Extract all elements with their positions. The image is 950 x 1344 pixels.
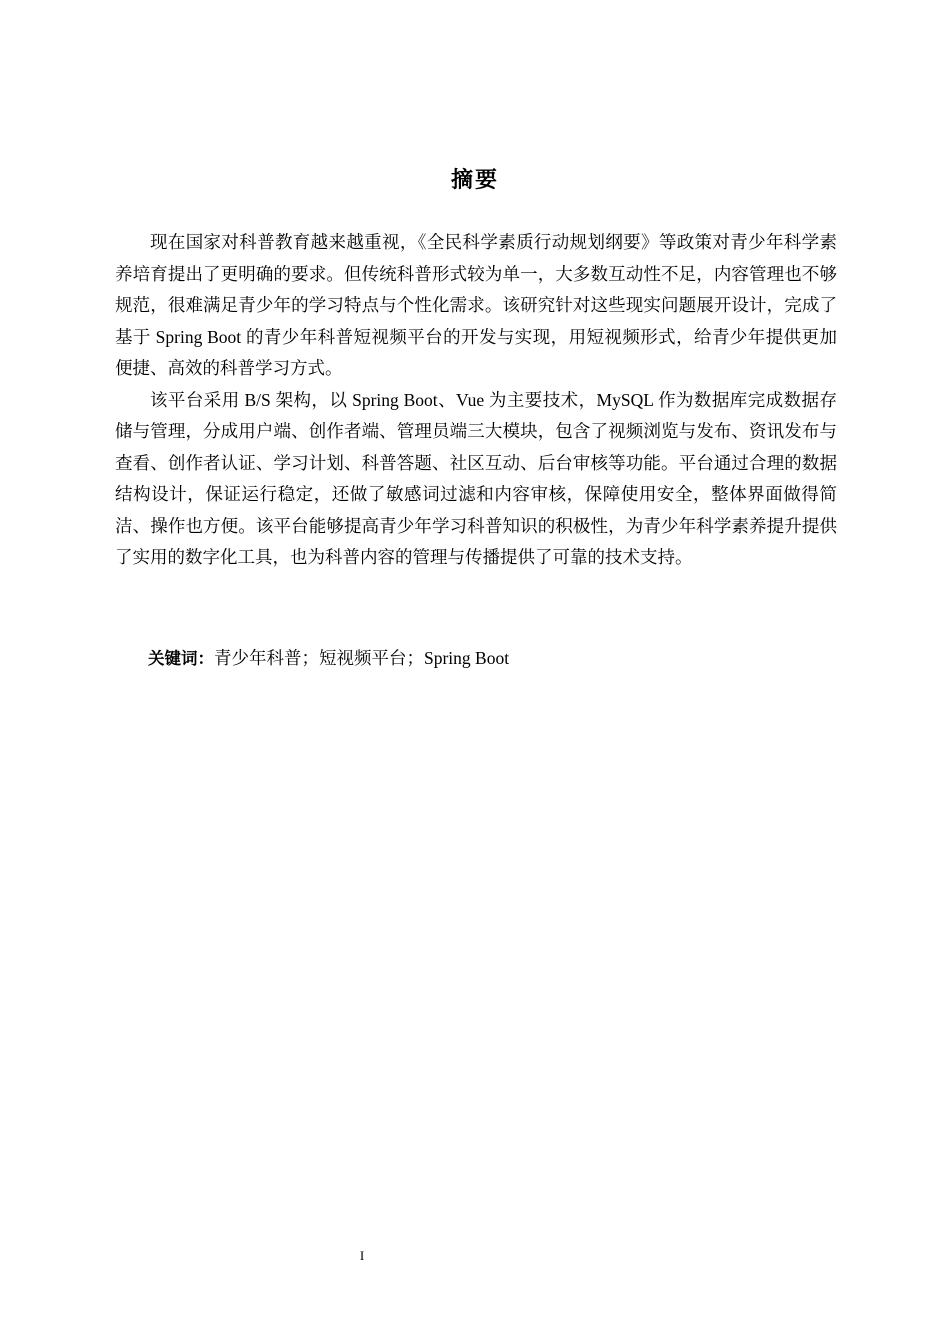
keywords-value: 青少年科普；短视频平台；Spring Boot	[214, 648, 510, 668]
keywords-line	[148, 643, 838, 675]
abstract-body	[115, 227, 837, 574]
abstract-title: 摘要	[450, 168, 499, 193]
abstract-paragraph-2: 该平台采用 B/S 架构，以 Spring Boot、Vue 为主要技术，MySQL 作为数据库完成数据存储与管理，分成用户端、创作者端、管理员端三大模块，包含了视频浏览与发布、资讯发布与查看、创作者认证、学习计划、科普答题、社区互动、后台审核等功能。平台通过合理的数据结构设计，保证运行稳定，还做了敏感词过滤和内容审核，保障使用安全，整体界面做得简洁、操作也方便。该平台能够提高青少年学习科普知识的积极性，为青少年科学素养提升提供了实用的数字化工具，也为科普内容的管理与传播提供了可靠的技术支持。	[115, 389, 837, 567]
keywords-label: 关键词：	[148, 649, 214, 668]
page-number: I	[359, 1248, 365, 1263]
abstract-paragraph-1: 现在国家对科普教育越来越重视，《全民科学素质行动规划纲要》等政策对青少年科学素养培育提出了更明确的要求。但传统科普形式较为单一，大多数互动性不足，内容管理也不够规范，很难满足青少年的学习特点与个性化需求。该研究针对这些现实问题展开设计，完成了基于 Spring Boot 的青少年科普短视频平台的开发与实现，用短视频形式，给青少年提供更加便捷、高效的科普学习方式。	[115, 232, 837, 378]
